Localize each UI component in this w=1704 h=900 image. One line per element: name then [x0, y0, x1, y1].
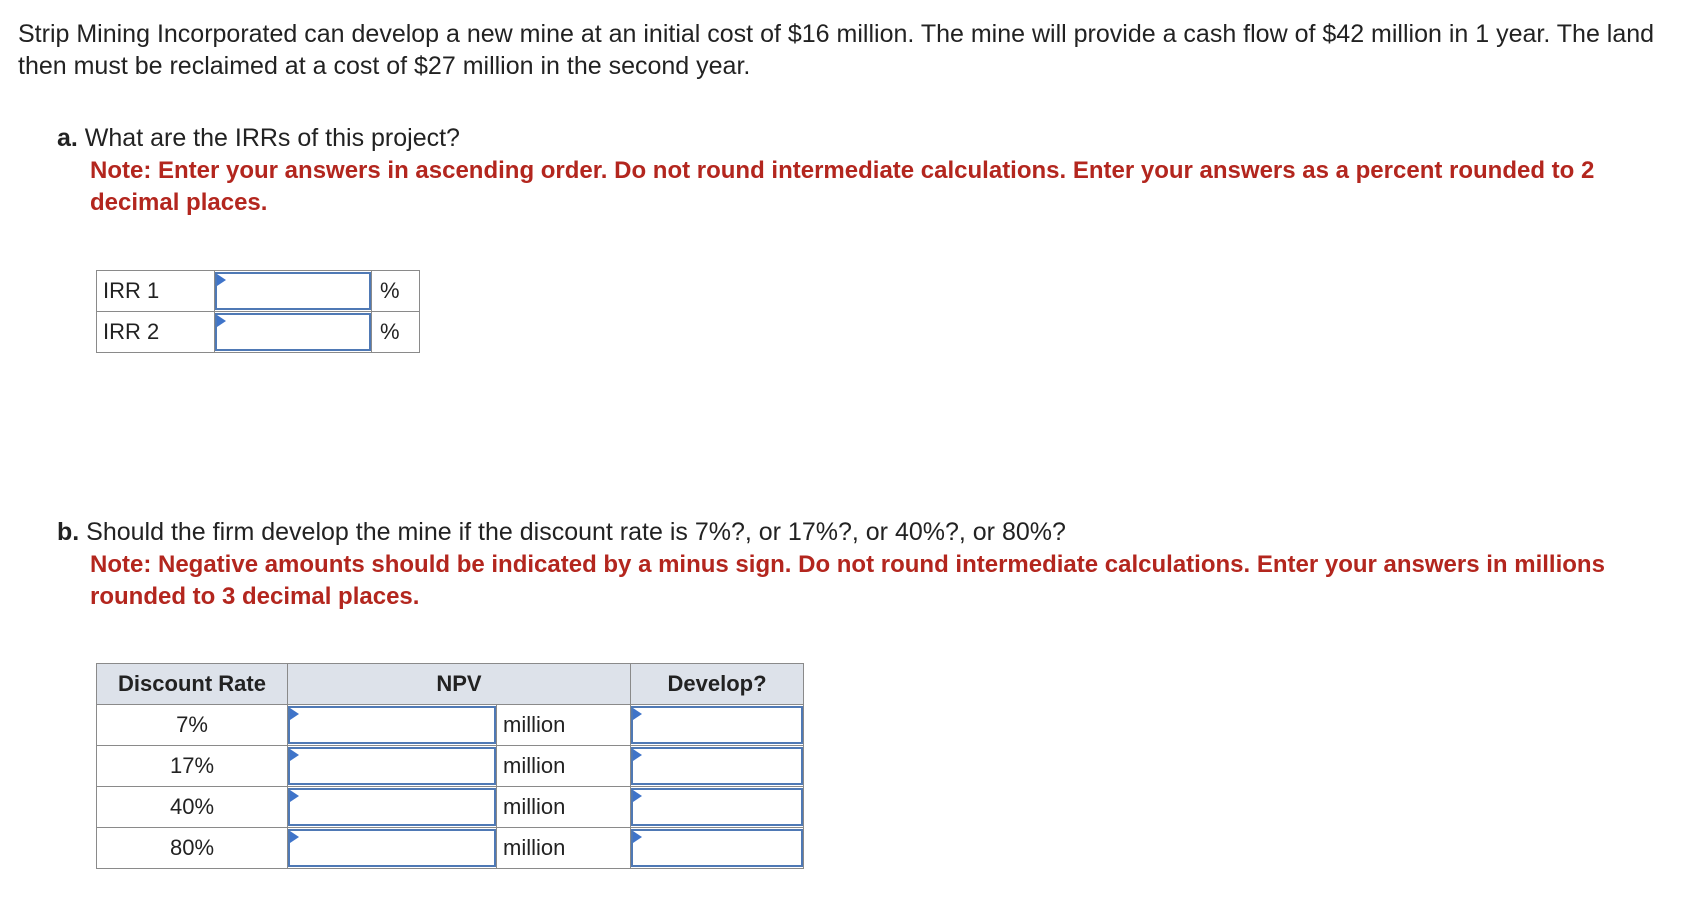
percent-unit: %: [372, 312, 420, 353]
question-a-text: What are the IRRs of this project?: [77, 124, 460, 152]
develop-cell: [631, 828, 804, 869]
input-marker-icon: [217, 274, 226, 286]
irr-row: [97, 312, 420, 353]
note-b: Note: Negative amounts should be indicated by a minus sign. Do not round intermediate calculations. Enter your answers in millions rounded to 3 decimal places.: [90, 551, 1605, 610]
npv-row: [97, 746, 804, 787]
million-unit: million: [497, 705, 631, 746]
input-marker-icon: [290, 790, 299, 802]
npv-header: NPV: [288, 664, 631, 705]
npv-row: [97, 828, 804, 869]
develop-cell: [631, 746, 804, 787]
million-unit: million: [497, 746, 631, 787]
percent-unit: %: [372, 271, 420, 312]
question-a-letter: a.: [57, 124, 78, 152]
note-a: Note: Enter your answers in ascending order. Do not round intermediate calculations. Enter your answers as a percent rounded to 2 decimal places.: [90, 157, 1595, 216]
npv-cell: [288, 787, 497, 828]
develop-select-17[interactable]: [631, 747, 803, 785]
develop-header: Develop?: [631, 664, 804, 705]
npv-table: [96, 663, 804, 869]
npv-row: [97, 787, 804, 828]
npv-header-row: [97, 664, 804, 705]
input-marker-icon: [633, 708, 642, 720]
irr-label: IRR 2: [97, 312, 215, 353]
input-marker-icon: [217, 315, 226, 327]
npv-input-7[interactable]: [288, 706, 496, 744]
npv-input-40[interactable]: [288, 788, 496, 826]
npv-row: [97, 705, 804, 746]
irr-2-input[interactable]: [215, 313, 371, 351]
develop-select-80[interactable]: [631, 829, 803, 867]
problem-statement: Strip Mining Incorporated can develop a new mine at an initial cost of $16 million. The mine will provide a cash flow of $42 million in 1 year. The land then must be reclaimed at a cost of $27 million in the second year.: [18, 20, 1655, 80]
input-marker-icon: [633, 831, 642, 843]
npv-cell: [288, 828, 497, 869]
irr-1-cell: [215, 271, 372, 312]
million-unit: million: [497, 828, 631, 869]
npv-input-17[interactable]: [288, 747, 496, 785]
input-marker-icon: [290, 708, 299, 720]
input-marker-icon: [633, 749, 642, 761]
discount-rate: 40%: [97, 787, 288, 828]
npv-input-80[interactable]: [288, 829, 496, 867]
irr-row: [97, 271, 420, 312]
irr-table: [96, 270, 420, 353]
develop-select-40[interactable]: [631, 788, 803, 826]
input-marker-icon: [290, 749, 299, 761]
npv-cell: [288, 746, 497, 787]
develop-cell: [631, 787, 804, 828]
question-a: [57, 122, 460, 154]
discount-rate-header: Discount Rate: [97, 664, 288, 705]
input-marker-icon: [290, 831, 299, 843]
question-b-text: Should the firm develop the mine if the discount rate is 7%?, or 17%?, or 40%?, or 80%?: [79, 518, 1066, 546]
discount-rate: 80%: [97, 828, 288, 869]
irr-label: IRR 1: [97, 271, 215, 312]
question-b-letter: b.: [57, 518, 80, 546]
irr-1-input[interactable]: [215, 272, 371, 310]
develop-cell: [631, 705, 804, 746]
input-marker-icon: [633, 790, 642, 802]
discount-rate: 17%: [97, 746, 288, 787]
irr-2-cell: [215, 312, 372, 353]
question-b: [57, 516, 1066, 548]
million-unit: million: [497, 787, 631, 828]
discount-rate: 7%: [97, 705, 288, 746]
npv-cell: [288, 705, 497, 746]
develop-select-7[interactable]: [631, 706, 803, 744]
